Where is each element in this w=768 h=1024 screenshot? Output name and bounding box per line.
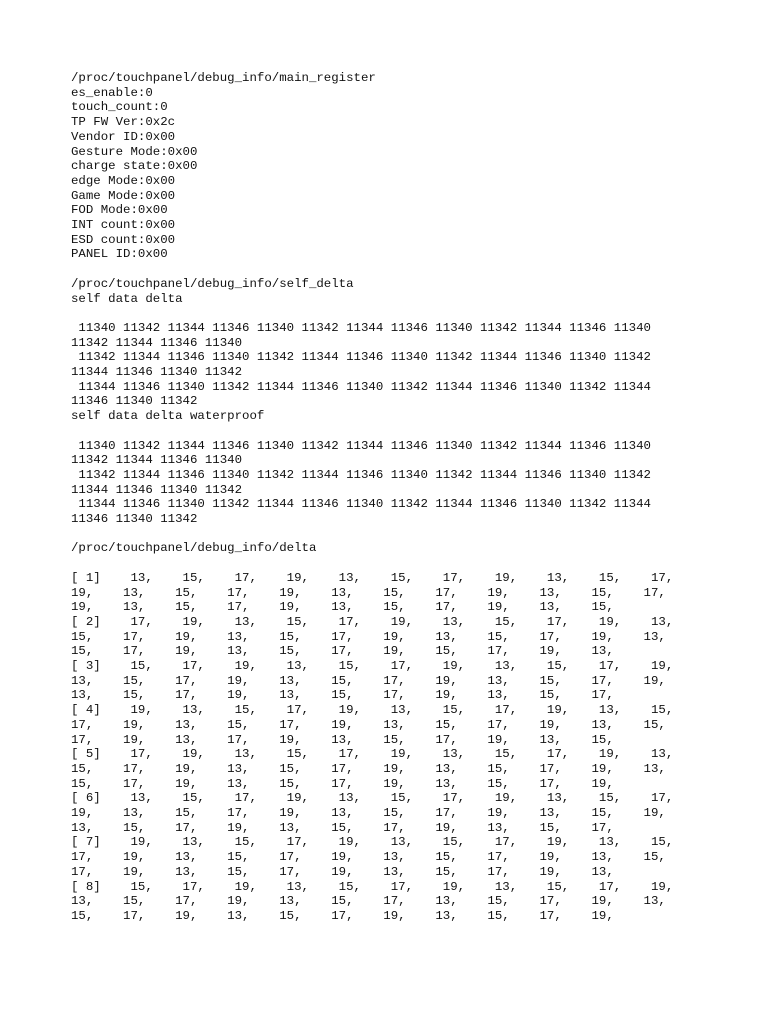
register-line-charge-state: charge state:0x00 [71,159,198,174]
delta-row: 17, 19, 13, 15, 17, 19, 13, 15, 17, 19, 13, 15, [71,850,666,865]
delta-path: /proc/touchpanel/debug_info/delta [71,541,317,556]
delta-row: [ 5] 17, 19, 13, 15, 17, 19, 13, 15, 17, 19, 13, [71,747,674,762]
waterproof-row: 11340 11342 11344 11346 11340 11342 11344 11346 11340 11342 11344 11346 11340 [71,438,651,453]
delta-row: [ 6] 13, 15, 17, 19, 13, 15, 17, 19, 13, 15, 17, [71,791,674,806]
delta-row: 19, 13, 15, 17, 19, 13, 15, 17, 19, 13, 15, 17, [71,585,666,600]
delta-row: 19, 13, 15, 17, 19, 13, 15, 17, 19, 13, 15, [71,600,614,615]
self-delta-row: 11344 11346 11340 11342 [71,365,243,380]
self-delta-path: /proc/touchpanel/debug_info/self_delta [71,276,354,291]
register-line-touch-count: touch_count:0 [71,100,168,115]
delta-row: 13, 15, 17, 19, 13, 15, 17, 13, 15, 17, 19, 13, [71,894,666,909]
delta-row: 19, 13, 15, 17, 19, 13, 15, 17, 19, 13, 15, 19, [71,806,666,821]
register-line-panel-id: PANEL ID:0x00 [71,247,168,262]
delta-row: [ 4] 19, 13, 15, 17, 19, 13, 15, 17, 19, 13, 15, [71,703,674,718]
register-line-fw-ver: TP FW Ver:0x2c [71,115,176,130]
self-delta-heading: self data delta [71,291,183,306]
blank-line [71,527,731,542]
self-delta-waterproof-heading: self data delta waterproof [71,409,265,424]
register-line-esd-count: ESD count:0x00 [71,232,176,247]
delta-row: [ 8] 15, 17, 19, 13, 15, 17, 19, 13, 15, 17, 19, [71,879,674,894]
delta-row: 13, 15, 17, 19, 13, 15, 17, 19, 13, 15, 17, 19, [71,673,666,688]
blank-line [71,556,731,571]
waterproof-row: 11344 11346 11340 11342 [71,482,243,497]
waterproof-row: 11344 11346 11340 11342 11344 11346 11340 11342 11344 11346 11340 11342 11344 [71,497,651,512]
delta-row: 15, 17, 19, 13, 15, 17, 19, 13, 15, 17, 19, [71,776,614,791]
register-line-es-enable: es_enable:0 [71,85,153,100]
self-delta-row: 11344 11346 11340 11342 11344 11346 11340 11342 11344 11346 11340 11342 11344 [71,379,651,394]
delta-row: 13, 15, 17, 19, 13, 15, 17, 19, 13, 15, 17, [71,688,614,703]
register-line-edge-mode: edge Mode:0x00 [71,173,176,188]
blank-line [71,306,731,321]
delta-row: [ 2] 17, 19, 13, 15, 17, 19, 13, 15, 17, 19, 13, [71,614,674,629]
delta-row: 15, 17, 19, 13, 15, 17, 19, 13, 15, 17, 19, 13, [71,761,666,776]
register-line-vendor-id: Vendor ID:0x00 [71,129,176,144]
self-delta-row: 11342 11344 11346 11340 [71,335,243,350]
blank-line [71,424,731,439]
delta-row: 17, 19, 13, 15, 17, 19, 13, 15, 17, 19, 13, 15, [71,717,666,732]
register-line-gesture-mode: Gesture Mode:0x00 [71,144,198,159]
delta-row: 13, 15, 17, 19, 13, 15, 17, 19, 13, 15, 17, [71,820,614,835]
main-register-section [71,71,731,262]
delta-row: 15, 17, 19, 13, 15, 17, 19, 13, 15, 17, 19, 13, [71,629,666,644]
self-delta-row: 11342 11344 11346 11340 11342 11344 11346 11340 11342 11344 11346 11340 11342 [71,350,651,365]
delta-row: [ 7] 19, 13, 15, 17, 19, 13, 15, 17, 19, 13, 15, [71,835,674,850]
waterproof-row: 11346 11340 11342 [71,512,198,527]
delta-row: 15, 17, 19, 13, 15, 17, 19, 15, 17, 19, 13, [71,644,614,659]
blank-line [71,262,731,277]
debug-dump [71,71,731,924]
waterproof-row: 11342 11344 11346 11340 [71,453,243,468]
register-line-fod-mode: FOD Mode:0x00 [71,203,168,218]
delta-row: 17, 19, 13, 15, 17, 19, 13, 15, 17, 19, 13, [71,864,614,879]
self-delta-row: 11340 11342 11344 11346 11340 11342 11344 11346 11340 11342 11344 11346 11340 [71,320,651,335]
register-line-game-mode: Game Mode:0x00 [71,188,176,203]
delta-row: [ 3] 15, 17, 19, 13, 15, 17, 19, 13, 15, 17, 19, [71,659,674,674]
main-register-path: /proc/touchpanel/debug_info/main_register [71,71,376,85]
delta-row: 17, 19, 13, 17, 19, 13, 15, 17, 19, 13, 15, [71,732,614,747]
delta-section [71,541,731,923]
delta-row: 15, 17, 19, 13, 15, 17, 19, 13, 15, 17, 19, [71,909,614,923]
register-line-int-count: INT count:0x00 [71,218,176,233]
self-delta-section [71,277,731,527]
waterproof-row: 11342 11344 11346 11340 11342 11344 11346 11340 11342 11344 11346 11340 11342 [71,467,651,482]
delta-row: [ 1] 13, 15, 17, 19, 13, 15, 17, 19, 13, 15, 17, [71,570,674,585]
self-delta-row: 11346 11340 11342 [71,394,198,409]
